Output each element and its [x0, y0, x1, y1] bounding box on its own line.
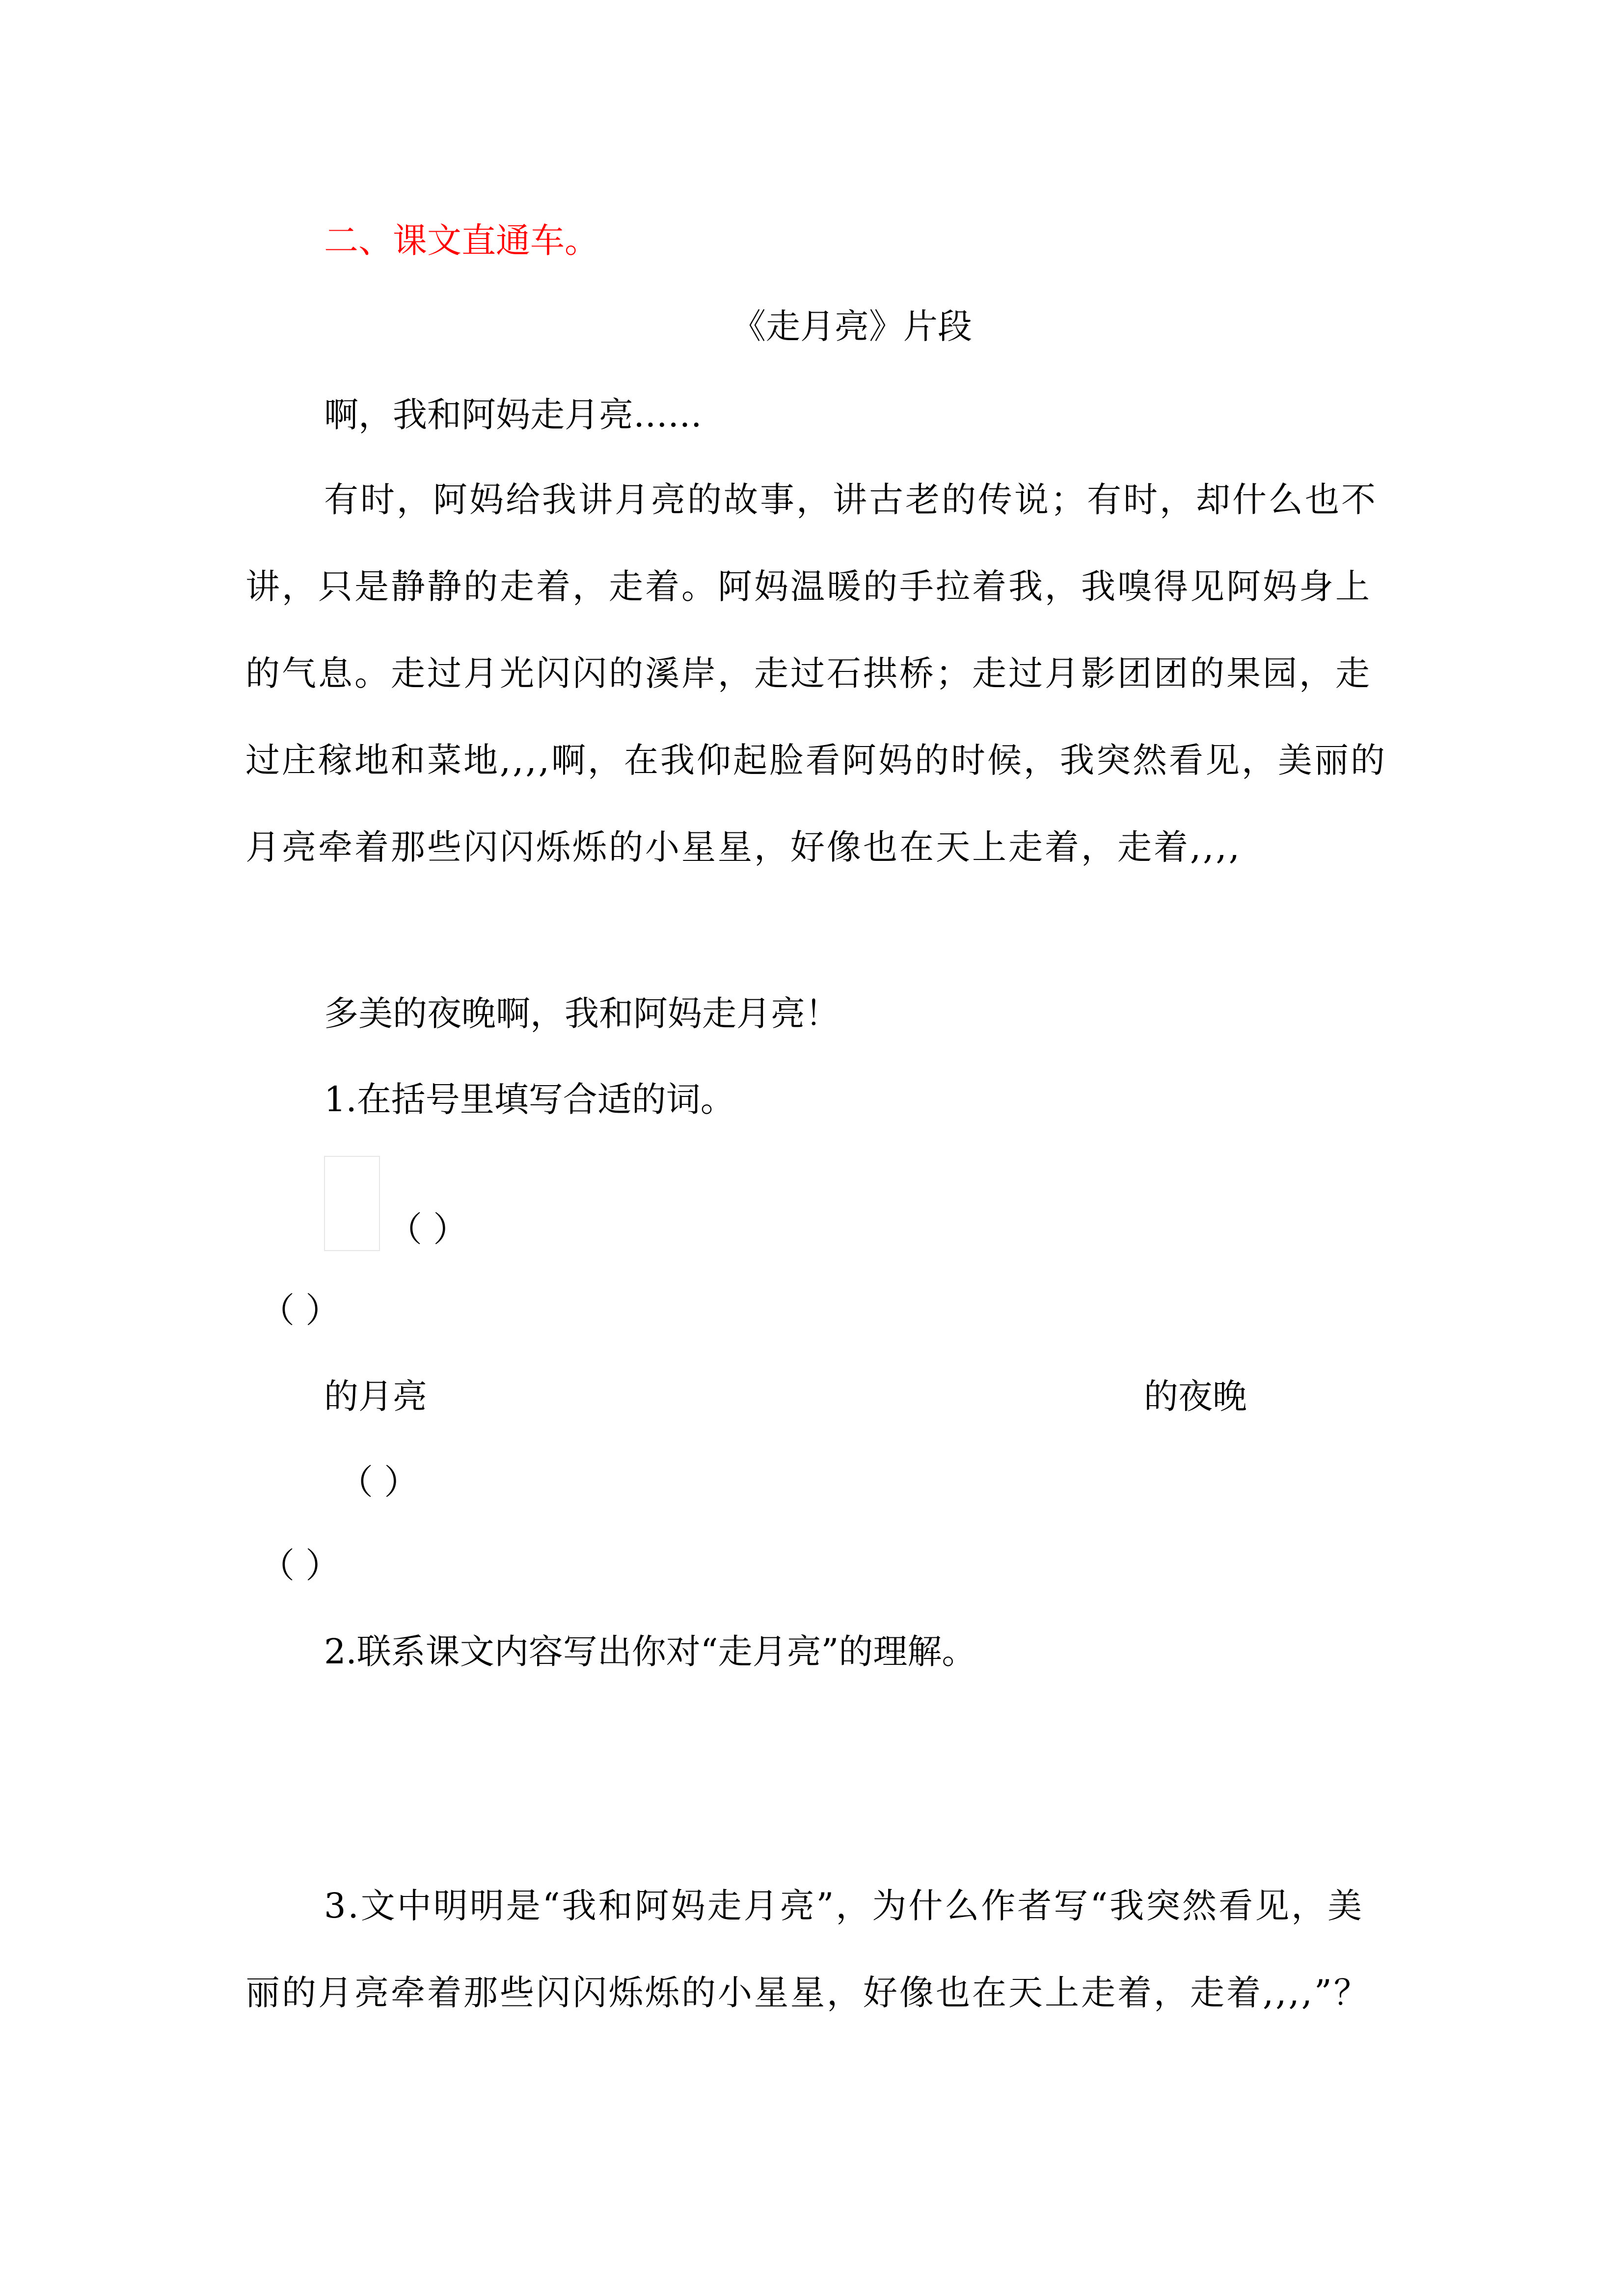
question-2-prompt: 2.联系课文内容写出你对“走月亮”的理解。 [324, 1631, 976, 1672]
fill-blank-3[interactable]: （ ） [339, 1462, 419, 1502]
fill-blank-4[interactable]: （ ） [260, 1546, 340, 1586]
fill-blank-2[interactable]: （ ） [260, 1290, 340, 1331]
passage-line-1: 啊，我和阿妈走月亮…… [324, 395, 702, 435]
question-1-prompt: 1.在括号里填写合适的词。 [324, 1079, 735, 1120]
passage-line-3: 多美的夜晚啊，我和阿妈走月亮！ [324, 993, 839, 1034]
moon-label: 的月亮 [324, 1376, 427, 1416]
question-3-prompt: 3.文中明明是“我和阿妈走月亮”，为什么作者写“我突然看见，美丽的月亮牵着那些闪闪烁烁的小星星，好像也在天上走着，走着,,,,”？ [245, 1886, 1370, 2013]
night-label: 的夜晚 [1144, 1376, 1247, 1416]
fill-blank-1[interactable]: （ ） [388, 1209, 468, 1250]
blank-box [324, 1156, 380, 1251]
passage-paragraph-2: 有时，阿妈给我讲月亮的故事，讲古老的传说；有时，却什么也不讲，只是静静的走着，走着。阿妈温暖的手拉着我，我嗅得见阿妈身上的气息。走过月光闪闪的溪岸，走过石拱桥；走过月影团团的果园，走过庄稼地和菜地,,,,啊，在我仰起脸看阿妈的时候，我突然看见，美丽的月亮牵着那些闪闪烁烁的小星星，好像也在天上走着，走着,,,, [245, 480, 1387, 867]
section-title: 二、课文直通车。 [324, 220, 599, 261]
passage-title: 《走月亮》片段 [731, 306, 972, 347]
